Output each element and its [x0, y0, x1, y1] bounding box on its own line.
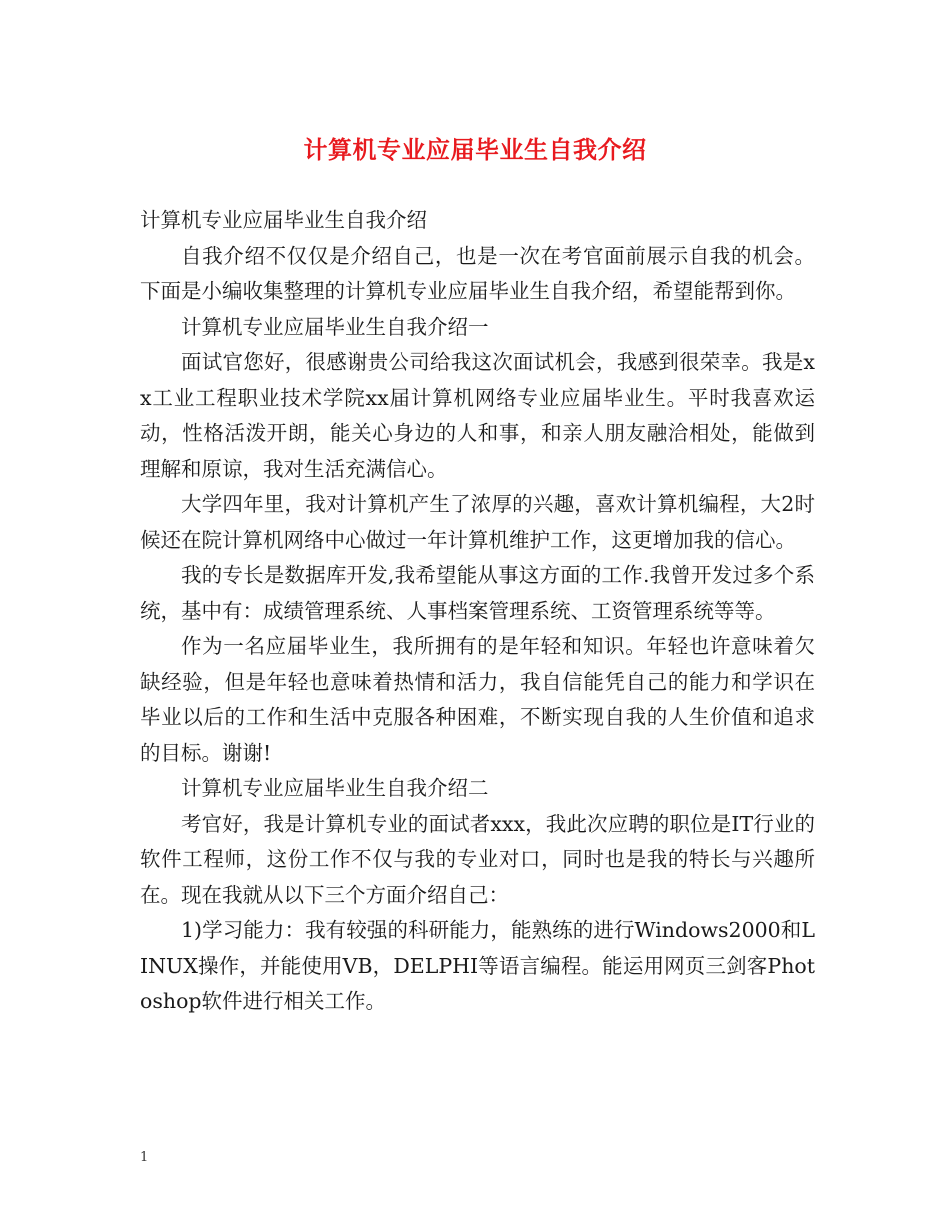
- paragraph-subtitle: 计算机专业应届毕业生自我介绍: [140, 208, 427, 232]
- section-heading-one: 计算机专业应届毕业生自我介绍一: [181, 314, 489, 339]
- section-heading-two: 计算机专业应届毕业生自我介绍二: [181, 776, 489, 800]
- paragraph: 大学四年里，我对计算机产生了浓厚的兴趣，喜欢计算机编程，大2时候还在院计算机网络中心做过一年计算机维护工作，这更增加我的信心。: [140, 492, 815, 552]
- paragraph: 面试官您好，很感谢贵公司给我这次面试机会，我感到很荣幸。我是xx工业工程职业技术学院xx届计算机网络专业应届毕业生。平时我喜欢运动，性格活泼开朗，能关心身边的人和事，和亲人朋友融洽相处，能做到理解和原谅，我对生活充满信心。: [140, 350, 815, 481]
- paragraph: 作为一名应届毕业生，我所拥有的是年轻和知识。年轻也许意味着欠缺经验，但是年轻也意味着热情和活力，我自信能凭自己的能力和学识在毕业以后的工作和生活中克服各种困难，不断实现自我的人生价值和追求的目标。谢谢!: [140, 634, 815, 765]
- document-title: 计算机专业应届毕业生自我介绍: [303, 136, 647, 164]
- paragraph-intro: 自我介绍不仅仅是介绍自己，也是一次在考官面前展示自我的机会。下面是小编收集整理的计算机专业应届毕业生自我介绍，希望能帮到你。: [140, 243, 815, 303]
- page-number: 1: [140, 1150, 149, 1165]
- paragraph: 我的专长是数据库开发,我希望能从事这方面的工作.我曾开发过多个系统，基中有：成绩管理系统、人事档案管理系统、工资管理系统等等。: [140, 563, 815, 623]
- document-body: [140, 203, 815, 1020]
- paragraph: 考官好，我是计算机专业的面试者xxx，我此次应聘的职位是IT行业的软件工程师，这份工作不仅与我的专业对口，同时也是我的特长与兴趣所在。现在我就从以下三个方面介绍自己：: [140, 811, 815, 907]
- paragraph: 1)学习能力：我有较强的科研能力，能熟练的进行Windows2000和LINUX操作，并能使用VB，DELPHI等语言编程。能运用网页三剑客Photoshop软件进行相关工作。: [140, 918, 815, 1013]
